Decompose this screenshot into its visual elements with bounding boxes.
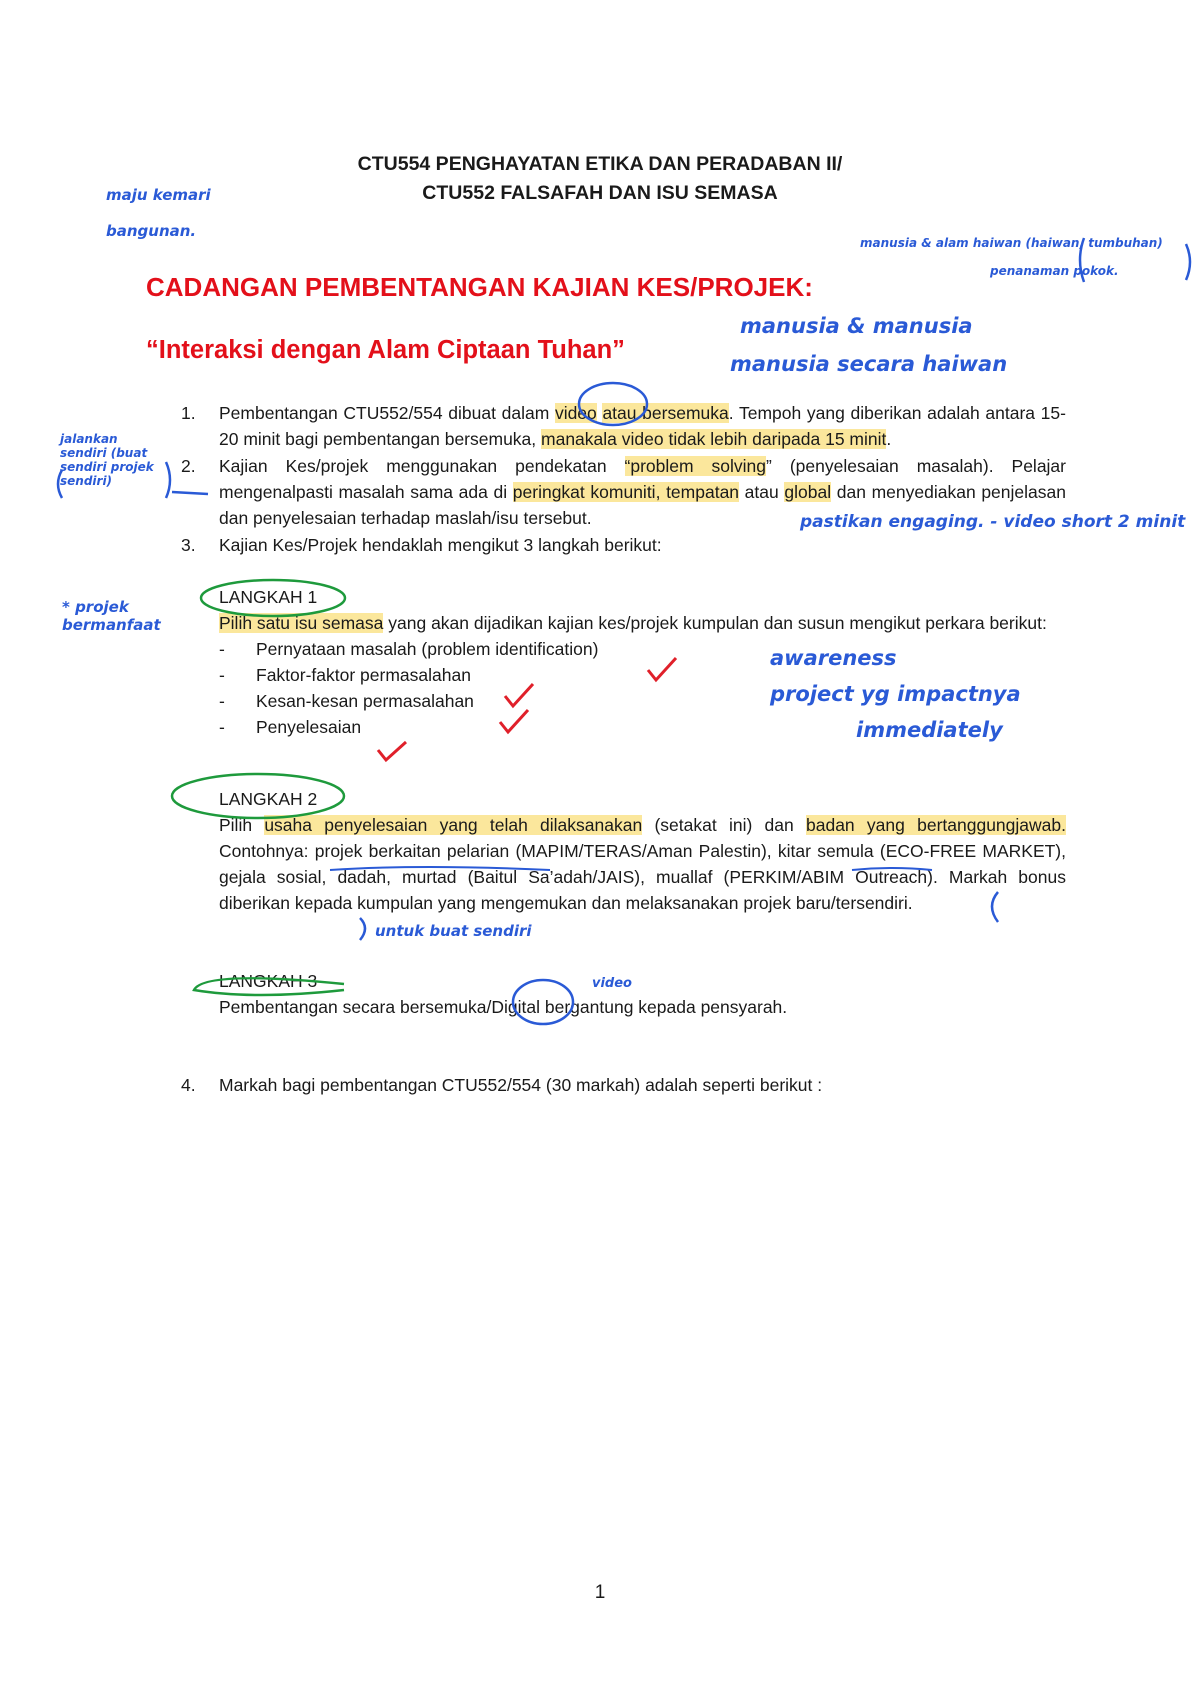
blue-bracket-mark (166, 462, 170, 498)
highlighted-text: global (784, 482, 832, 502)
handwritten-note: maju kemari (106, 186, 211, 204)
handwritten-note: video (592, 976, 632, 991)
bullet-item: - Pernyataan masalah (problem identification) (219, 636, 1066, 662)
highlighted-text: “problem solving (624, 456, 767, 476)
handwritten-note: manusia secara haiwan (730, 352, 1008, 376)
handwritten-note: project yg impactnya (770, 682, 1021, 706)
text-run: ” (penyelesaian masalah). Pelajar mengenalpasti masalah sama ada di (219, 456, 1066, 502)
step-text: Pembentangan secara bersemuka/Digital bergantung kepada pensyarah. (219, 997, 788, 1017)
text-run: Contohnya: projek berkaitan pelarian (MAPIM/TERAS/Aman Palestin), kitar semula (ECO-FREE MARKET), gejala sosial, dadah, murtad (Baitul Sa’adah/JAIS), muallaf (PERKIM/ABIM Outreach). Markah bonus diberikan kepada kumpulan yang mengemukan dan melaksanakan projek baru/tersendiri. (219, 841, 1066, 913)
document-subtitle: “Interaksi dengan Alam Ciptaan Tuhan” (146, 336, 625, 364)
text-run: yang akan dijadikan kajian kes/projek kumpulan dan susun mengikut perkara berikut: (383, 613, 1047, 633)
red-check-mark (378, 742, 406, 760)
handwritten-note: manusia & manusia (740, 314, 973, 338)
handwritten-note: bangunan. (106, 222, 197, 240)
highlighted-text: manakala video tidak lebih daripada 15 minit (541, 429, 887, 449)
highlighted-text: peringkat komuniti, tempatan (512, 482, 740, 502)
list-text: Kajian Kes/Projek hendaklah mengikut 3 langkah berikut: (219, 535, 662, 555)
bullet-item: - Penyelesaian (219, 714, 1066, 740)
handwritten-note: * projek bermanfaat (62, 598, 161, 634)
step-2 (219, 786, 1066, 916)
text-run: Pembentangan CTU552/554 dibuat dalam (219, 403, 555, 423)
blue-bracket-mark (1186, 244, 1190, 280)
course-header-line-2: CTU552 FALSAFAH DAN ISU SEMASA (422, 182, 778, 204)
highlighted-text: usaha penyelesaian yang telah dilaksanakan (264, 815, 643, 835)
bullet-item: - Kesan-kesan permasalahan (219, 688, 1066, 714)
handwritten-note: pastikan engaging. - video short 2 minit (800, 512, 1186, 532)
blue-bracket-mark (360, 918, 365, 940)
list-number: 4. (181, 1075, 196, 1095)
step-3 (219, 968, 1066, 1020)
text-run: Kajian Kes/projek menggunakan pendekatan (219, 456, 625, 476)
bullet-item: - Faktor-faktor permasalahan (219, 662, 1066, 688)
step-title: LANGKAH 1 (219, 587, 318, 607)
handwritten-note: awareness (770, 646, 897, 670)
highlighted-text: video (554, 403, 597, 423)
step-title: LANGKAH 3 (219, 971, 318, 991)
text-run: atau (739, 482, 785, 502)
list-number: 3. (181, 535, 196, 555)
step-text (219, 812, 1066, 916)
text-run: Pilih (219, 815, 265, 835)
page-number: 1 (594, 1582, 606, 1603)
handwritten-note: jalankan sendiri (buat sendiri projek sendiri) (60, 432, 154, 488)
text-run: (setakat ini) dan (642, 815, 806, 835)
document-heading: CADANGAN PEMBENTANGAN KAJIAN KES/PROJEK: (146, 272, 813, 302)
step-text (219, 610, 1066, 636)
highlighted-text: badan yang bertanggungjawab. (806, 815, 1066, 835)
handwritten-note: immediately (856, 718, 1003, 742)
blue-arrow-mark (172, 492, 208, 494)
handwritten-note: penanaman pokok. (990, 264, 1119, 278)
handwritten-note: manusia & alam haiwan (haiwan, tumbuhan) (860, 236, 1163, 250)
list-number: 1. (181, 403, 196, 423)
list-text: Markah bagi pembentangan CTU552/554 (30 markah) adalah seperti berikut : (219, 1075, 823, 1095)
highlighted-text: Pilih satu isu semasa (219, 613, 384, 633)
highlighted-text: atau bersemuka (602, 403, 729, 423)
list-text (219, 400, 1066, 452)
step-title: LANGKAH 2 (219, 789, 318, 809)
course-header-line-1: CTU554 PENGHAYATAN ETIKA DAN PERADABAN II/ (357, 153, 843, 175)
text-run: . (886, 429, 892, 449)
step-1 (219, 584, 1066, 740)
list-number: 2. (181, 456, 196, 476)
handwritten-note: untuk buat sendiri (375, 922, 532, 940)
text-run: . Tempoh yang diberikan adalah antara 15-20 minit bagi pembentangan bersemuka, (219, 403, 1066, 449)
text-run: dan menyediakan penjelasan dan penyelesaian terhadap maslah/isu tersebut. (219, 482, 1066, 528)
